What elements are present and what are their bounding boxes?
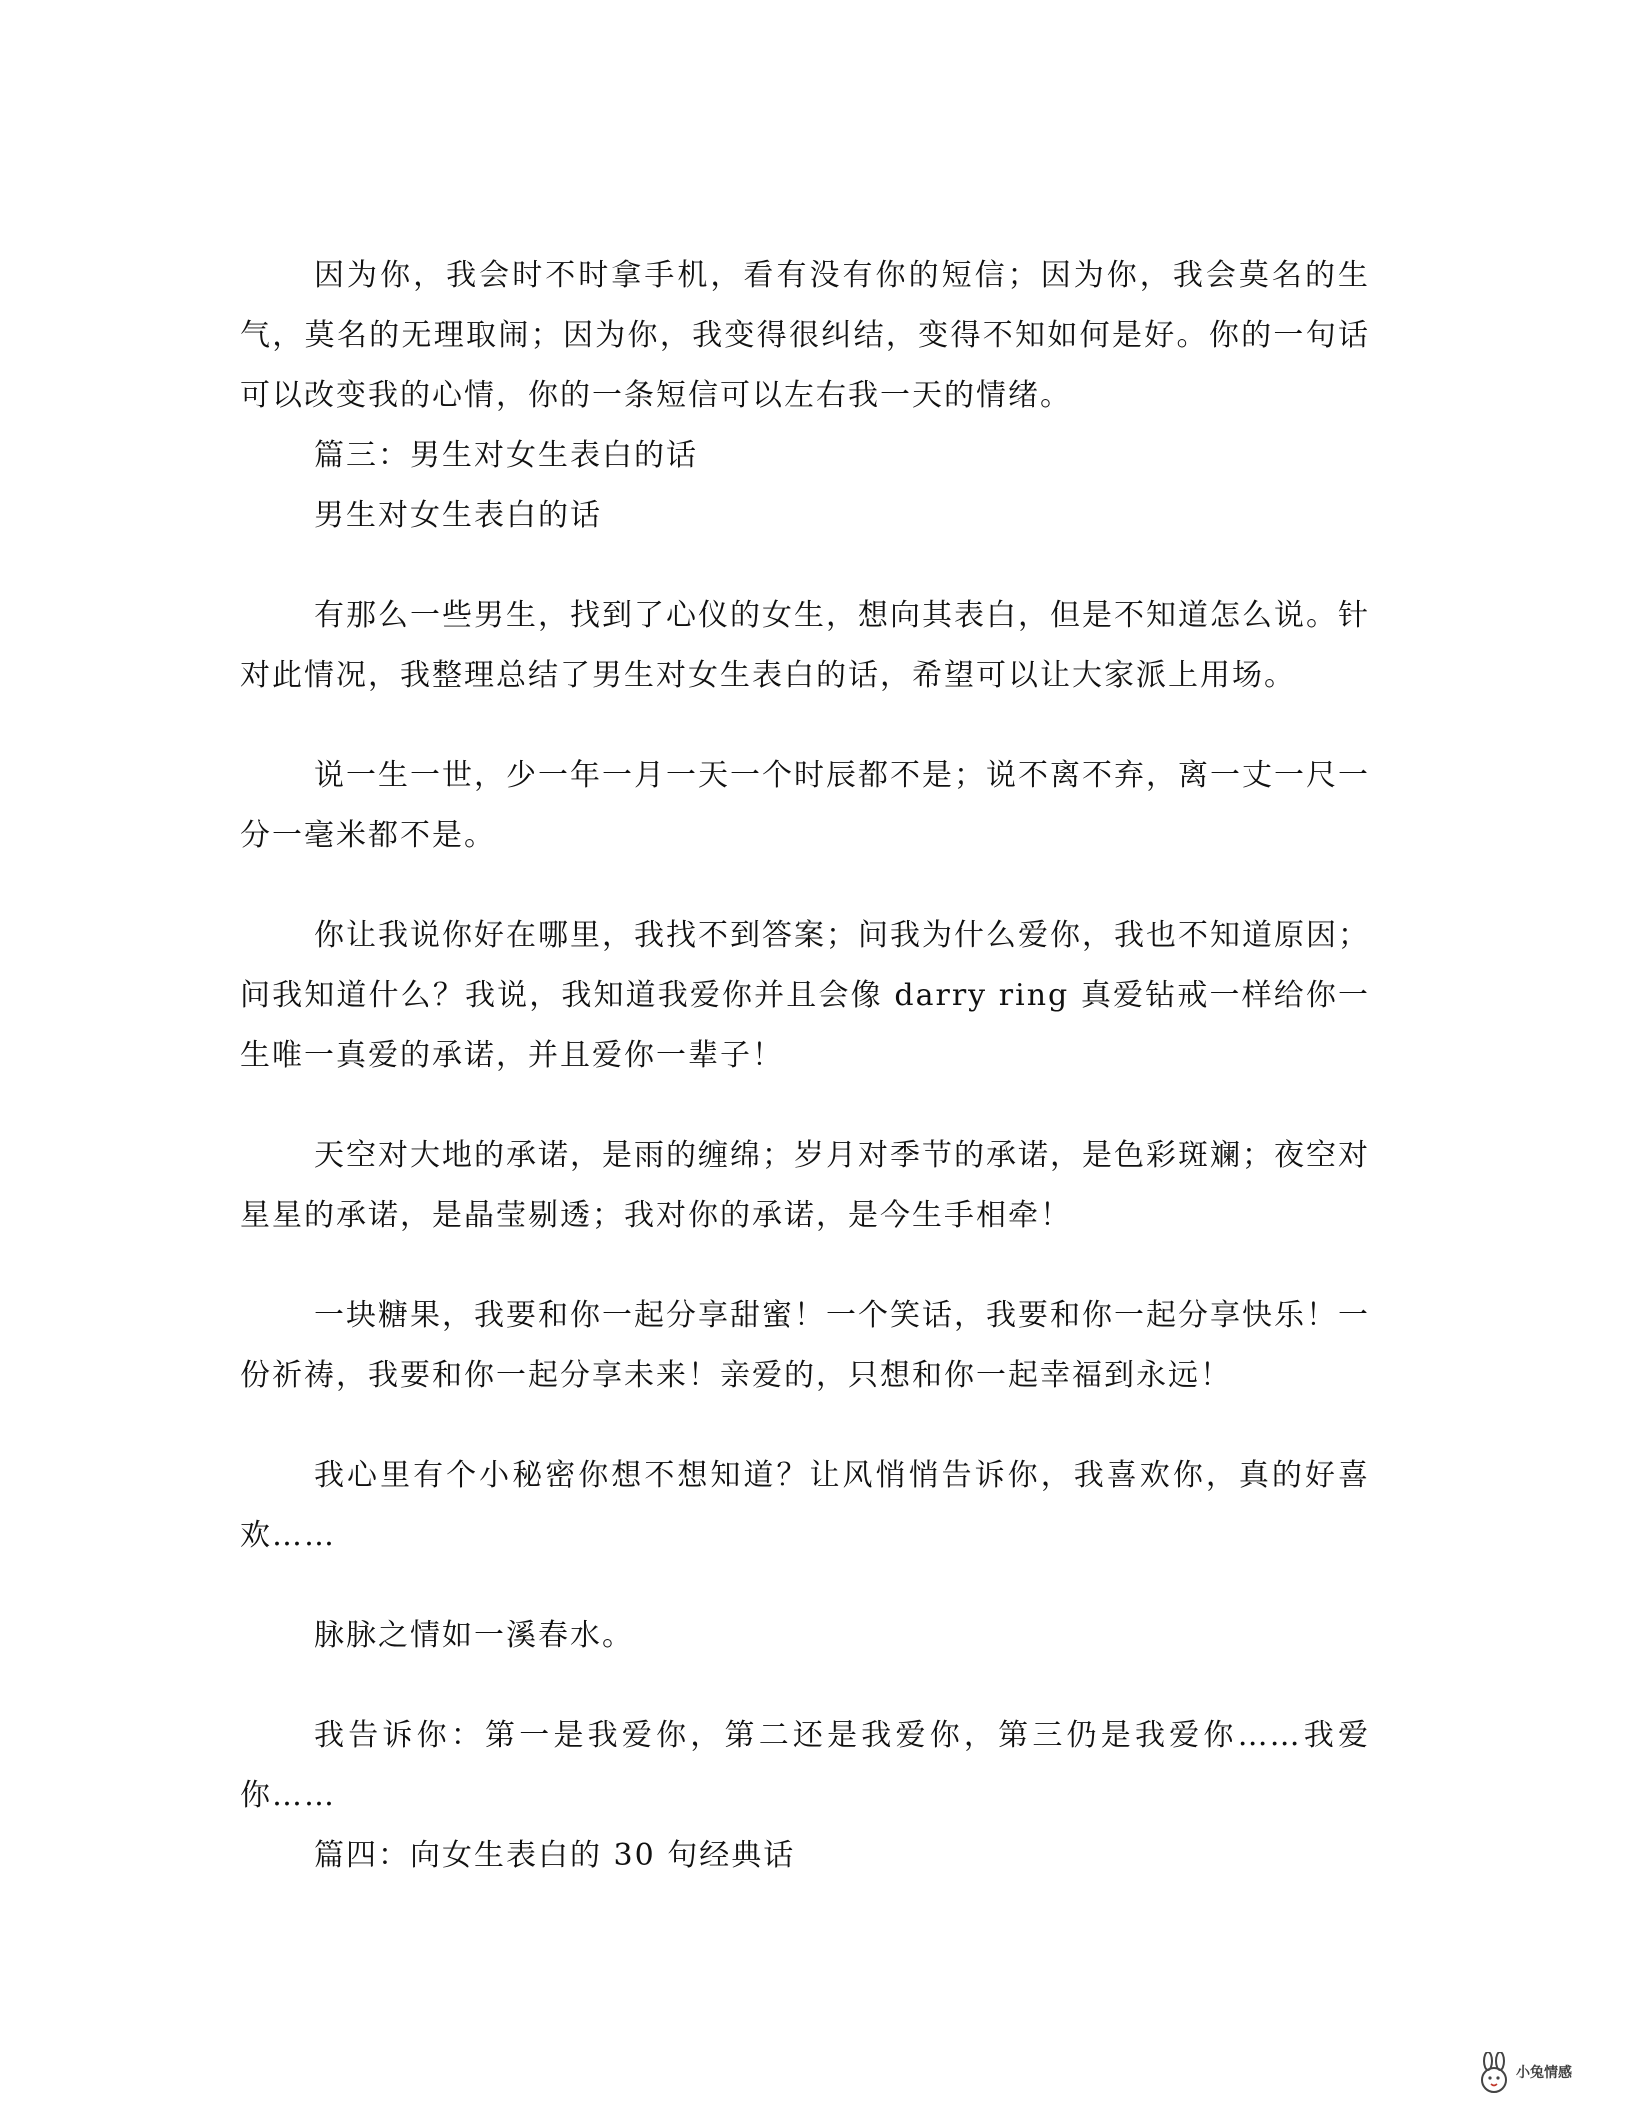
paragraph-6: 一块糖果，我要和你一起分享甜蜜！一个笑话，我要和你一起分享快乐！一份祈祷，我要和你一起分享未来！亲爱的，只想和你一起幸福到永远！ [240,1298,1370,1393]
watermark-text: 小兔情感 [1516,2065,1572,2081]
section-heading-3: 篇三：男生对女生表白的话 [314,438,698,473]
paragraph-8: 脉脉之情如一溪春水。 [314,1618,634,1653]
rabbit-icon [1474,2052,1514,2096]
paragraph-3: 说一生一世，少一年一月一天一个时辰都不是；说不离不弃，离一丈一尺一分一毫米都不是。 [240,758,1370,853]
paragraph-2: 有那么一些男生，找到了心仪的女生，想向其表白，但是不知道怎么说。针对此情况，我整理总结了男生对女生表白的话，希望可以让大家派上用场。 [240,598,1370,693]
paragraph-1: 因为你，我会时不时拿手机，看有没有你的短信；因为你，我会莫名的生气，莫名的无理取闹；因为你，我变得很纠结，变得不知如何是好。你的一句话可以改变我的心情，你的一条短信可以左右我一天的情绪。 [240,258,1370,413]
paragraph-5: 天空对大地的承诺，是雨的缠绵；岁月对季节的承诺，是色彩斑斓；夜空对星星的承诺，是晶莹剔透；我对你的承诺，是今生手相牵！ [240,1138,1370,1233]
subheading: 男生对女生表白的话 [314,498,602,533]
paragraph-7: 我心里有个小秘密你想不想知道？让风悄悄告诉你，我喜欢你，真的好喜欢…… [240,1458,1370,1553]
section-heading-4: 篇四：向女生表白的 30 句经典话 [314,1838,796,1873]
paragraph-9: 我告诉你：第一是我爱你，第二还是我爱你，第三仍是我爱你……我爱你…… [240,1718,1370,1813]
paragraph-4: 你让我说你好在哪里，我找不到答案；问我为什么爱你，我也不知道原因；问我知道什么？我说，我知道我爱你并且会像 darry ring 真爱钻戒一样给你一生唯一真爱的承诺，并且爱你一辈子！ [240,918,1370,1073]
document-body [240,246,1370,1886]
watermark-logo [1474,2044,1614,2104]
